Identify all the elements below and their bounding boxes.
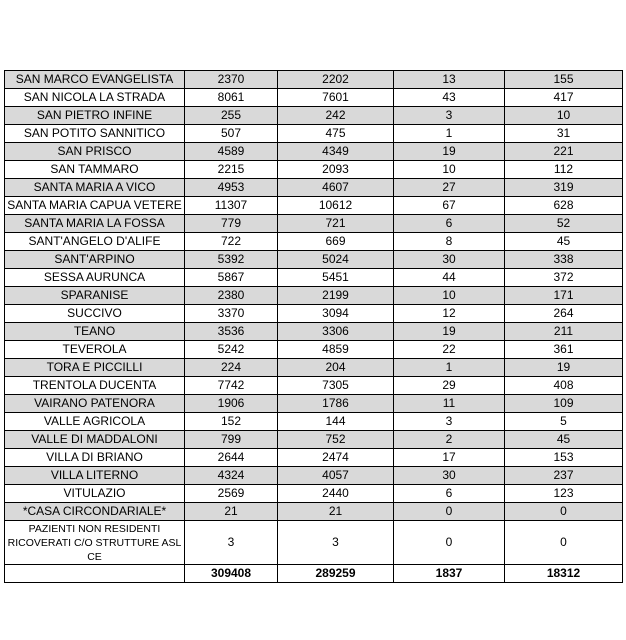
municipality-cell: SAN PIETRO INFINE (5, 107, 185, 125)
municipality-cell: TEANO (5, 323, 185, 341)
table-row (5, 341, 623, 359)
value-col1-cell: 799 (185, 431, 278, 449)
value-col2-cell: 242 (278, 107, 394, 125)
table-row (5, 485, 623, 503)
value-col4-cell: 237 (505, 467, 623, 485)
value-col2-cell: 21 (278, 503, 394, 521)
value-col1-cell: 8061 (185, 89, 278, 107)
value-col4-cell: 408 (505, 377, 623, 395)
table-row (5, 71, 623, 89)
value-col2-cell: 2440 (278, 485, 394, 503)
value-col1-cell: 21 (185, 503, 278, 521)
municipality-cell: SANT'ANGELO D'ALIFE (5, 233, 185, 251)
value-col1-cell: 5867 (185, 269, 278, 287)
value-col3-cell: 29 (394, 377, 505, 395)
value-col2-cell: 2093 (278, 161, 394, 179)
municipality-cell: VILLA DI BRIANO (5, 449, 185, 467)
value-col4-cell: 264 (505, 305, 623, 323)
value-col3-cell: 10 (394, 287, 505, 305)
value-col3-cell: 13 (394, 71, 505, 89)
value-col1-cell: 3536 (185, 323, 278, 341)
value-col3-cell: 1 (394, 359, 505, 377)
total-row (5, 565, 623, 583)
municipality-cell: TRENTOLA DUCENTA (5, 377, 185, 395)
value-col2-cell: 144 (278, 413, 394, 431)
table-row (5, 197, 623, 215)
table-row (5, 161, 623, 179)
value-col1-cell: 2370 (185, 71, 278, 89)
value-col3-cell: 44 (394, 269, 505, 287)
municipality-cell: TEVEROLA (5, 341, 185, 359)
table-row (5, 233, 623, 251)
total-value-col4-cell: 18312 (505, 565, 623, 583)
table-row (5, 323, 623, 341)
municipality-cell: SANT'ARPINO (5, 251, 185, 269)
value-col2-cell: 721 (278, 215, 394, 233)
municipality-cell: SANTA MARIA CAPUA VETERE (5, 197, 185, 215)
value-col1-cell: 5392 (185, 251, 278, 269)
value-col4-cell: 45 (505, 431, 623, 449)
value-col2-cell: 2474 (278, 449, 394, 467)
municipality-cell: SAN POTITO SANNITICO (5, 125, 185, 143)
value-col1-cell: 224 (185, 359, 278, 377)
value-col1-cell: 255 (185, 107, 278, 125)
value-col1-cell: 1906 (185, 395, 278, 413)
value-col1-cell: 2380 (185, 287, 278, 305)
municipality-cell: VALLE DI MADDALONI (5, 431, 185, 449)
table-row (5, 89, 623, 107)
value-col3-cell: 6 (394, 215, 505, 233)
table-row (5, 143, 623, 161)
value-col4-cell: 319 (505, 179, 623, 197)
municipality-cell: *CASA CIRCONDARIALE* (5, 503, 185, 521)
value-col1-cell: 2569 (185, 485, 278, 503)
value-col2-cell: 7305 (278, 377, 394, 395)
municipality-cell: SAN MARCO EVANGELISTA (5, 71, 185, 89)
value-col1-cell: 152 (185, 413, 278, 431)
value-col1-cell: 11307 (185, 197, 278, 215)
table-row (5, 305, 623, 323)
value-col4-cell: 211 (505, 323, 623, 341)
municipality-cell: SESSA AURUNCA (5, 269, 185, 287)
value-col3-cell: 11 (394, 395, 505, 413)
value-col3-cell: 43 (394, 89, 505, 107)
table-row (5, 269, 623, 287)
table-row (5, 107, 623, 125)
value-col2-cell: 4607 (278, 179, 394, 197)
value-col4-cell: 52 (505, 215, 623, 233)
value-col2-cell: 3094 (278, 305, 394, 323)
value-col1-cell: 4324 (185, 467, 278, 485)
value-col4-cell: 5 (505, 413, 623, 431)
value-col2-cell: 4859 (278, 341, 394, 359)
value-col2-cell: 752 (278, 431, 394, 449)
value-col4-cell: 417 (505, 89, 623, 107)
value-col4-cell: 0 (505, 521, 623, 565)
table-row (5, 125, 623, 143)
municipality-cell: SAN PRISCO (5, 143, 185, 161)
municipality-cell: VAIRANO PATENORA (5, 395, 185, 413)
value-col2-cell: 10612 (278, 197, 394, 215)
value-col3-cell: 12 (394, 305, 505, 323)
table-row (5, 413, 623, 431)
municipality-cell: VALLE AGRICOLA (5, 413, 185, 431)
value-col1-cell: 3 (185, 521, 278, 565)
value-col3-cell: 19 (394, 323, 505, 341)
value-col4-cell: 155 (505, 71, 623, 89)
value-col2-cell: 475 (278, 125, 394, 143)
value-col1-cell: 5242 (185, 341, 278, 359)
value-col2-cell: 4057 (278, 467, 394, 485)
value-col3-cell: 1 (394, 125, 505, 143)
value-col2-cell: 5451 (278, 269, 394, 287)
table-row (5, 395, 623, 413)
municipality-cell: SANTA MARIA LA FOSSA (5, 215, 185, 233)
value-col2-cell: 7601 (278, 89, 394, 107)
value-col1-cell: 2644 (185, 449, 278, 467)
value-col1-cell: 4589 (185, 143, 278, 161)
municipality-cell: VILLA LITERNO (5, 467, 185, 485)
value-col2-cell: 4349 (278, 143, 394, 161)
value-col2-cell: 3306 (278, 323, 394, 341)
total-value-col3-cell: 1837 (394, 565, 505, 583)
value-col3-cell: 30 (394, 251, 505, 269)
municipality-cell: SUCCIVO (5, 305, 185, 323)
table-body (5, 71, 623, 583)
value-col4-cell: 221 (505, 143, 623, 161)
total-label-cell (5, 565, 185, 583)
value-col1-cell: 3370 (185, 305, 278, 323)
municipality-cell: SAN TAMMARO (5, 161, 185, 179)
value-col3-cell: 19 (394, 143, 505, 161)
value-col1-cell: 7742 (185, 377, 278, 395)
municipality-cell: SAN NICOLA LA STRADA (5, 89, 185, 107)
value-col2-cell: 2199 (278, 287, 394, 305)
value-col3-cell: 17 (394, 449, 505, 467)
value-col1-cell: 507 (185, 125, 278, 143)
table-row (5, 449, 623, 467)
value-col2-cell: 1786 (278, 395, 394, 413)
value-col3-cell: 10 (394, 161, 505, 179)
table-row (5, 377, 623, 395)
value-col2-cell: 204 (278, 359, 394, 377)
table-row (5, 215, 623, 233)
value-col4-cell: 109 (505, 395, 623, 413)
table-row (5, 287, 623, 305)
value-col3-cell: 6 (394, 485, 505, 503)
value-col4-cell: 153 (505, 449, 623, 467)
value-col4-cell: 123 (505, 485, 623, 503)
value-col4-cell: 361 (505, 341, 623, 359)
value-col2-cell: 2202 (278, 71, 394, 89)
data-table (4, 70, 623, 583)
municipality-cell: TORA E PICCILLI (5, 359, 185, 377)
value-col4-cell: 338 (505, 251, 623, 269)
value-col1-cell: 2215 (185, 161, 278, 179)
value-col2-cell: 5024 (278, 251, 394, 269)
value-col4-cell: 0 (505, 503, 623, 521)
municipality-cell: SANTA MARIA A VICO (5, 179, 185, 197)
value-col3-cell: 22 (394, 341, 505, 359)
value-col2-cell: 3 (278, 521, 394, 565)
table-row (5, 359, 623, 377)
table-row (5, 503, 623, 521)
municipality-cell: PAZIENTI NON RESIDENTI RICOVERATI C/O STRUTTURE ASL CE (5, 521, 185, 565)
table-row (5, 521, 623, 565)
municipality-cell: VITULAZIO (5, 485, 185, 503)
value-col1-cell: 722 (185, 233, 278, 251)
table-row (5, 251, 623, 269)
value-col4-cell: 45 (505, 233, 623, 251)
total-value-col2-cell: 289259 (278, 565, 394, 583)
value-col3-cell: 27 (394, 179, 505, 197)
value-col4-cell: 112 (505, 161, 623, 179)
value-col4-cell: 31 (505, 125, 623, 143)
total-value-col1-cell: 309408 (185, 565, 278, 583)
value-col3-cell: 0 (394, 521, 505, 565)
table-row (5, 467, 623, 485)
value-col3-cell: 3 (394, 107, 505, 125)
value-col2-cell: 669 (278, 233, 394, 251)
value-col4-cell: 372 (505, 269, 623, 287)
value-col1-cell: 779 (185, 215, 278, 233)
value-col3-cell: 30 (394, 467, 505, 485)
value-col3-cell: 8 (394, 233, 505, 251)
value-col3-cell: 3 (394, 413, 505, 431)
table-row (5, 431, 623, 449)
municipality-cell: SPARANISE (5, 287, 185, 305)
value-col3-cell: 67 (394, 197, 505, 215)
value-col3-cell: 0 (394, 503, 505, 521)
value-col1-cell: 4953 (185, 179, 278, 197)
value-col4-cell: 628 (505, 197, 623, 215)
table-row (5, 179, 623, 197)
value-col4-cell: 171 (505, 287, 623, 305)
value-col3-cell: 2 (394, 431, 505, 449)
value-col4-cell: 19 (505, 359, 623, 377)
value-col4-cell: 10 (505, 107, 623, 125)
